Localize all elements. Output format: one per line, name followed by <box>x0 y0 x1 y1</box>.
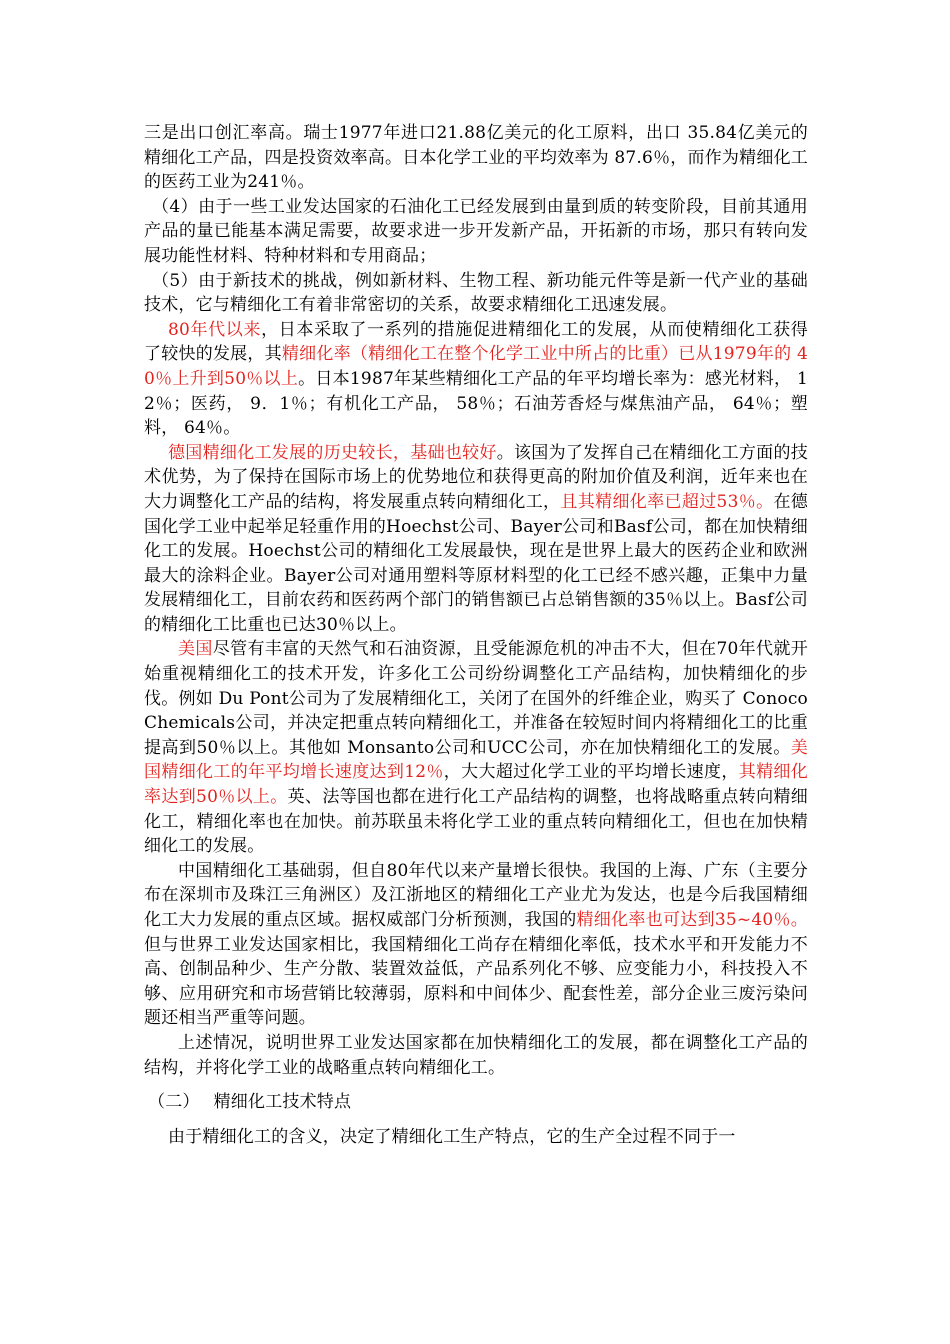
highlight-usa-ratio: 其精细化率达到50％以上。 <box>144 762 808 808</box>
paragraph-germany <box>144 441 808 638</box>
paragraph-1-text: 三是出口创汇率高。瑞士1977年进口21.88亿美元的化工原料，出口 35.84亿美元的精细化工产品，四是投资效率高。日本化学工业的平均效率为 87.6％，而作为精细化工的医药工业为241％。 <box>144 123 808 193</box>
paragraph-item-4-text: （4）由于一些工业发达国家的石油化工已经发展到由量到质的转变阶段，目前其通用产品的量已能基本满足需要，故要求进一步开发新产品，开拓新的市场，那只有转向发展功能性材料、特种材料和专用商品； <box>144 196 808 266</box>
section-heading <box>144 1090 808 1115</box>
usa-text-2: ，大大超过化学工业的平均增长速度， <box>443 762 739 783</box>
highlight-japan-ratio: 精细化率（精细化工在整个化学工业中所占的比重）已从1979年的 40％上升到50％以上 <box>144 344 808 389</box>
highlight-china-ratio: 精细化率也可达到35~40％。 <box>576 910 809 930</box>
china-text-1: 中国精细化工基础弱，但自80年代以来产量增长很快。我国的上海、广东（主要分布在深圳市及珠江三角洲区）及江浙地区的精细化工产业尤为发达，也是今后我国精细化工大力发展的重点区域。据权威部门分析预测，我国的 <box>144 860 808 930</box>
japan-text-1: ，日本采取了一系列的措施促进精细化工的发展，从而使精细化工获得了较快的发展，其 <box>144 319 808 365</box>
highlight-germany-history: 德国精细化工发展的历史较长，基础也较好 <box>168 442 497 463</box>
usa-text-1: 尽管有丰富的天然气和石油资源，且受能源危机的冲击不大，但在70年代就开始重视精细化工的技术开发，许多化工公司纷纷调整化工产品结构，加快精细化的步伐。例如 Du Pont公司为了发展精细化工，关闭了在国外的纤维企业，购买了 Conoco Chemicals公司，并决定把重点转向精细化工，并准备在较短时间内将精细化工的比重提高到50％以上。其他如 Monsanto公司和UCC公司，亦在加快精细化工的发展。 <box>144 639 808 758</box>
highlight-usa-growth: 美国精细化工的年平均增长速度达到12％ <box>144 737 808 783</box>
usa-text-3: 英、法等国也都在进行化工产品结构的调整，也将战略重点转向精细化工，精细化率也在加快。前苏联虽未将化学工业的重点转向精细化工，但也在加快精细化工的发展。 <box>144 787 808 857</box>
section-title: 精细化工技术特点 <box>213 1092 352 1113</box>
germany-text-1: 。该国为了发挥自己在精细化工方面的技术优势，为了保持在国际市场上的优势地位和获得更高的附加价值及利润，近年来也在大力调整化工产品的结构，将发展重点转向精细化工， <box>144 442 808 512</box>
japan-text-2: 。日本1987年某些精细化工产品的年平均增长率为：感光材料， 12％；医药， 9．1％；有机化工产品， 58％；石油芳香烃与煤焦油产品， 64％；塑料， 64％。 <box>144 368 808 439</box>
section-number: （二） <box>148 1092 200 1113</box>
highlight-germany-ratio: 且其精细化率已超过53％。 <box>560 491 774 512</box>
china-text-2: 但与世界工业发达国家相比，我国精细化工尚存在精细化率低，技术水平和开发能力不高、创制品种少、生产分散、装置效益低，产品系列化不够、应变能力小，科技投入不够、应用研究和市场营销比较薄弱，原料和中间体少、配套性差，部分企业三废污染问题还相当严重等问题。 <box>144 934 808 1029</box>
paragraph-item-5 <box>144 269 808 318</box>
highlight-japan-since-80s: 80年代以来 <box>168 319 262 340</box>
paragraph-japan <box>144 318 808 441</box>
paragraph-usa <box>144 637 808 858</box>
paragraph-item-4 <box>144 195 808 269</box>
germany-text-2: 在德国化学工业中起举足轻重作用的Hoechst公司、Bayer公司和Basf公司，都在加快精细化工的发展。Hoechst公司的精细化工发展最快，现在是世界上最大的医药企业和欧洲最大的涂料企业。Bayer公司对通用塑料等原材料型的化工已经不感兴趣，正集中力量发展精细化工，目前农药和医药两个部门的销售额已占总销售额的35％以上。Basf公司的精细化工比重也已达30％以上。 <box>144 491 808 635</box>
paragraph-china <box>144 859 808 1031</box>
paragraph-1 <box>144 121 808 195</box>
highlight-usa: 美国 <box>178 639 213 660</box>
paragraph-summary <box>144 1031 808 1080</box>
final-text: 由于精细化工的含义，决定了精细化工生产特点，它的生产全过程不同于一 <box>168 1126 736 1147</box>
paragraph-item-5-text: （5）由于新技术的挑战，例如新材料、生物工程、新功能元件等是新一代产业的基础技术，它与精细化工有着非常密切的关系，故要求精细化工迅速发展。 <box>144 270 808 316</box>
document-page <box>144 121 808 1149</box>
paragraph-final <box>144 1125 808 1150</box>
summary-text: 上述情况，说明世界工业发达国家都在加快精细化工的发展，都在调整化工产品的结构，并将化学工业的战略重点转向精细化工。 <box>144 1032 808 1078</box>
